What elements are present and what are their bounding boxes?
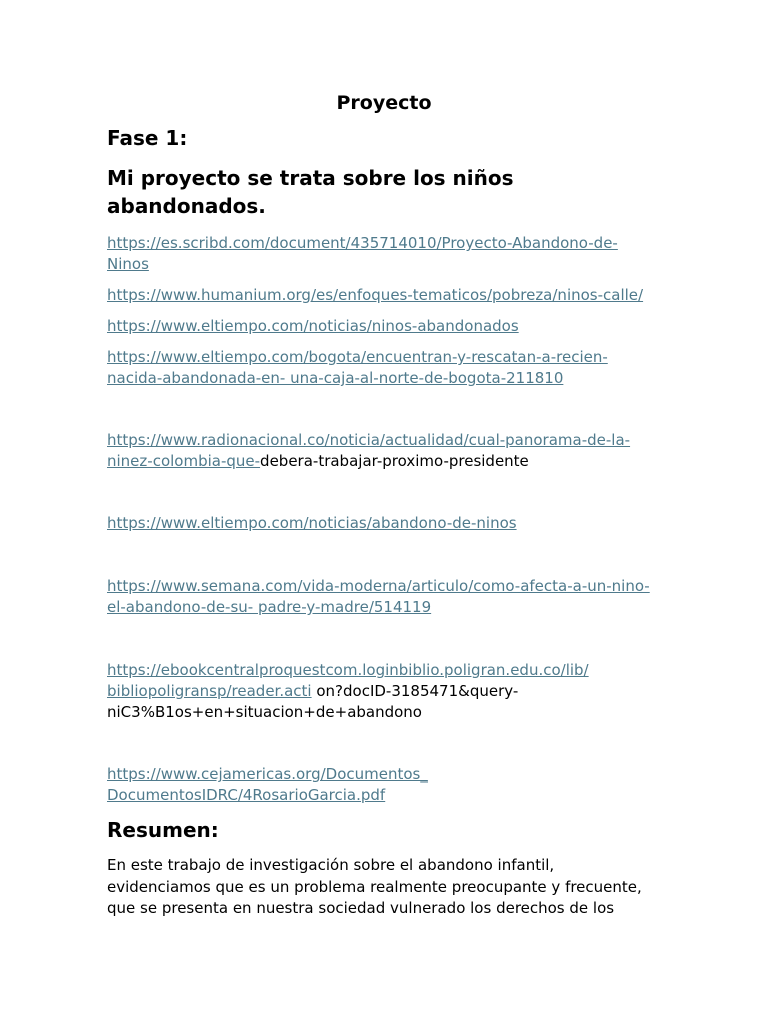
summary-line: En este trabajo de investigación sobre el abandono infantil, [107, 856, 555, 874]
reference-item [107, 576, 667, 618]
reference-link[interactable]: https://www.eltiempo.com/bogota/encuentran-y-rescatan-a-recien- nacida-abandonada-en- una-caja-al-norte-de-bogota-211810 [107, 348, 608, 387]
reference-item [107, 316, 667, 337]
reference-item [107, 430, 667, 472]
reference-item [107, 347, 667, 389]
reference-tail-text: on?docID-3185471&query- [311, 682, 519, 700]
main-heading: Mi proyecto se trata sobre los niños abandonados. [107, 166, 514, 218]
reference-link[interactable]: https://www.eltiempo.com/noticias/ninos-abandonados [107, 317, 519, 335]
reference-tail-text: debera-trabajar-proximo-presidente [260, 452, 529, 470]
phase-heading: Fase 1: [107, 126, 188, 150]
reference-item [107, 660, 667, 723]
page-title: Proyecto [336, 92, 432, 114]
reference-link[interactable]: https://www.humanium.org/es/enfoques-tematicos/pobreza/ninos-calle/ [107, 286, 644, 304]
reference-item [107, 285, 667, 306]
reference-tail-text: niC3%B1os+en+situacion+de+abandono [107, 703, 422, 721]
summary-line: evidenciamos que es un problema realmente preocupante y frecuente, [107, 877, 642, 896]
summary-paragraph [107, 855, 667, 920]
reference-item [107, 513, 667, 534]
reference-item [107, 764, 667, 806]
summary-heading: Resumen: [107, 818, 219, 842]
reference-item [107, 233, 667, 275]
reference-link[interactable]: https://www.cejamericas.org/Documentos_ DocumentosIDRC/4RosarioGarcia.pdf [107, 765, 428, 804]
reference-link[interactable]: https://es.scribd.com/document/435714010/Proyecto-Abandono-de- Ninos [107, 234, 618, 273]
reference-link[interactable]: https://www.eltiempo.com/noticias/abandono-de-ninos [107, 514, 517, 532]
document-content [107, 90, 667, 920]
reference-link[interactable]: https://www.semana.com/vida-moderna/articulo/como-afecta-a-un-nino- el-abandono-de-su- padre-y-madre/514119 [107, 577, 650, 616]
reference-link[interactable]: https://ebookcentralproquestcom.loginbiblio.poligran.edu.co/lib/ bibliopoligransp/reader.acti [107, 661, 589, 700]
reference-link[interactable]: https://www.radionacional.co/noticia/actualidad/cual-panorama-de-la- ninez-colombia-que- [107, 431, 631, 470]
summary-line: que se presenta en nuestra sociedad vulnerado los derechos de los [107, 899, 615, 917]
